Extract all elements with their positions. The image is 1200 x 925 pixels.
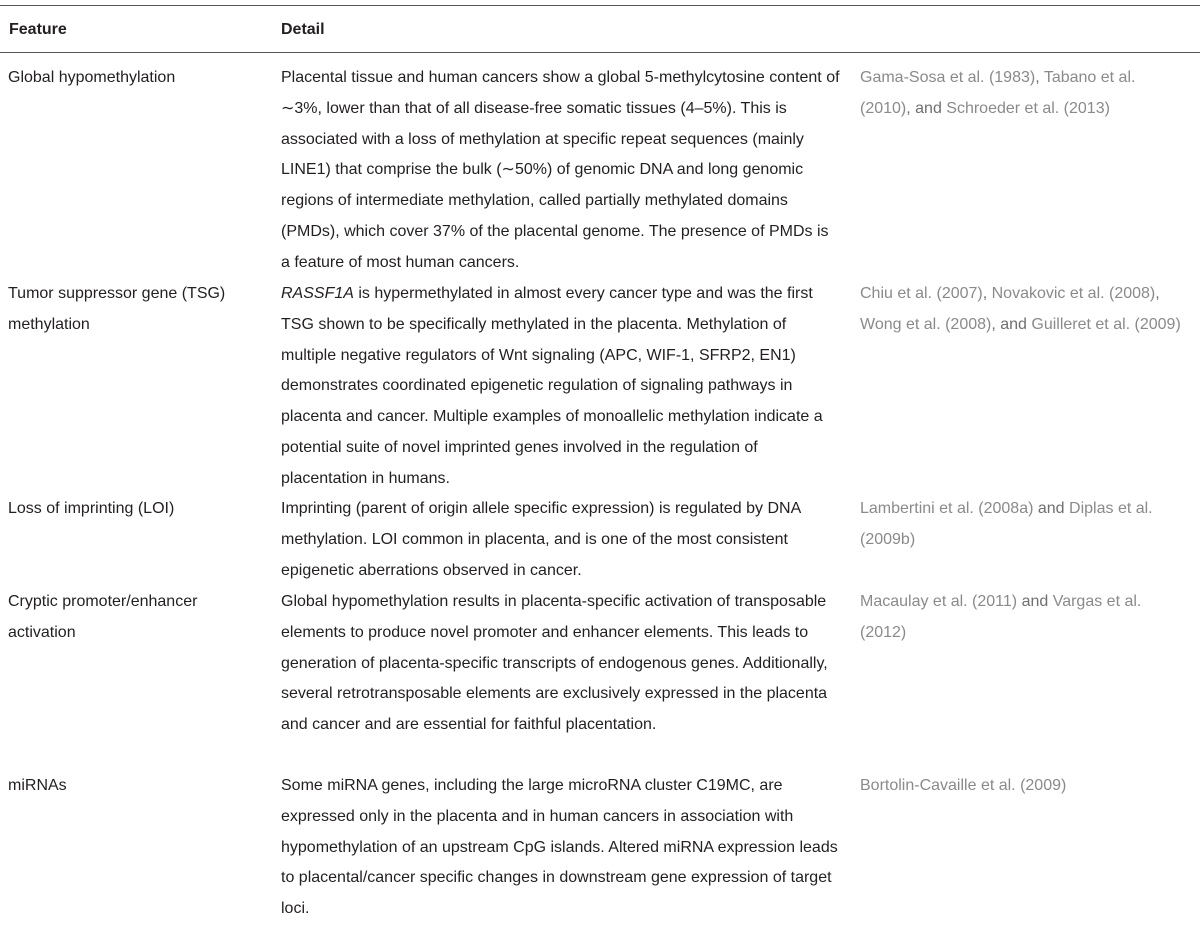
reference-link[interactable]: Guilleret et al. (2009) — [1031, 315, 1181, 333]
reference-link[interactable]: Chiu et al. (2007) — [860, 285, 983, 302]
reference-link[interactable]: Schroeder et al. (2013) — [946, 99, 1110, 117]
detail-cell: RASSF1A is hypermethylated in almost every cancer type and was the first TSG shown to be specifically methylated in the placenta. Methylation of multiple negative regulators of Wnt signaling (APC, WIF-1, SFRP2, EN1) demonstrates coordinated epigenetic regulation of signaling pathways in placenta and cancer. Multiple examples of monoallelic methylation indicate a potential suite of novel imprinted genes involved in the regulation of placentation in humans. — [281, 285, 823, 487]
feature-cell: Global hypomethylation — [8, 69, 176, 86]
detail-cell: Placental tissue and human cancers show a global 5-methylcytosine content of ∼3%, lower than that of all disease-free somatic tissues (4–5%). This is associated with a loss of methylation at specific repeat sequences (mainly LINE1) that comprise the bulk (∼50%) of genomic DNA and long genomic regions of intermediate methylation, called partially methylated domains (PMDs), which cover 37% of the placental genome. The presence of PMDs is a feature of most human cancers. — [281, 69, 840, 271]
header-feature: Feature — [9, 21, 67, 38]
references-cell: Macaulay et al. (2011) and Vargas et al. (2012) — [860, 593, 1142, 641]
detail-cell: Some miRNA genes, including the large microRNA cluster C19MC, are expressed only in the placenta and in human cancers in association with hypomethylation of an upstream CpG islands. Altered miRNA expression leads to placental/cancer specific changes in downstream gene expression of target loci. — [281, 777, 838, 918]
reference-link[interactable]: Wong et al. (2008) — [860, 315, 992, 333]
reference-link[interactable]: Tabano et al. (2010) — [860, 69, 1136, 117]
references-cell: Chiu et al. (2007), Novakovic et al. (2008), Wong et al. (2008), and Guilleret et al. (2009) — [860, 285, 1181, 333]
reference-link[interactable]: Gama-Sosa et al. (1983) — [860, 69, 1036, 86]
feature-cell: Cryptic promoter/enhancer activation — [8, 593, 198, 641]
gene-name: RASSF1A — [281, 285, 354, 302]
reference-link[interactable]: Vargas et al. (2012) — [860, 593, 1142, 641]
feature-cell: Loss of imprinting (LOI) — [8, 500, 175, 517]
reference-link[interactable]: Lambertini et al. (2008a) — [860, 500, 1034, 517]
references-cell — [860, 771, 1190, 802]
reference-link[interactable]: Novakovic et al. (2008) — [991, 285, 1156, 302]
detail-cell: Imprinting (parent of origin allele specific expression) is regulated by DNA methylation. LOI common in placenta, and is one of the most consistent epigenetic aberrations observed in cancer. — [281, 500, 801, 579]
table-top-rule — [0, 5, 1200, 6]
reference-link[interactable]: Macaulay et al. (2011) — [860, 593, 1018, 610]
detail-cell: Global hypomethylation results in placenta-specific activation of transposable elements to produce novel promoter and enhancer elements. This leads to generation of placenta-specific transcripts of endogenous genes. Additionally, several retrotransposable elements are exclusively expressed in the placenta and cancer and are essential for faithful placentation. — [281, 593, 828, 734]
feature-cell: miRNAs — [8, 777, 67, 794]
reference-link[interactable]: Diplas et al. (2009b) — [860, 500, 1153, 548]
header-detail: Detail — [281, 21, 325, 38]
references-cell: Gama-Sosa et al. (1983), Tabano et al. (2010), and Schroeder et al. (2013) — [860, 69, 1136, 117]
feature-cell: Tumor suppressor gene (TSG) methylation — [8, 285, 226, 333]
header-rule — [0, 52, 1200, 53]
references-cell: Lambertini et al. (2008a) and Diplas et al. (2009b) — [860, 500, 1153, 548]
reference-link[interactable]: Bortolin-Cavaille et al. (2009) — [860, 777, 1067, 794]
